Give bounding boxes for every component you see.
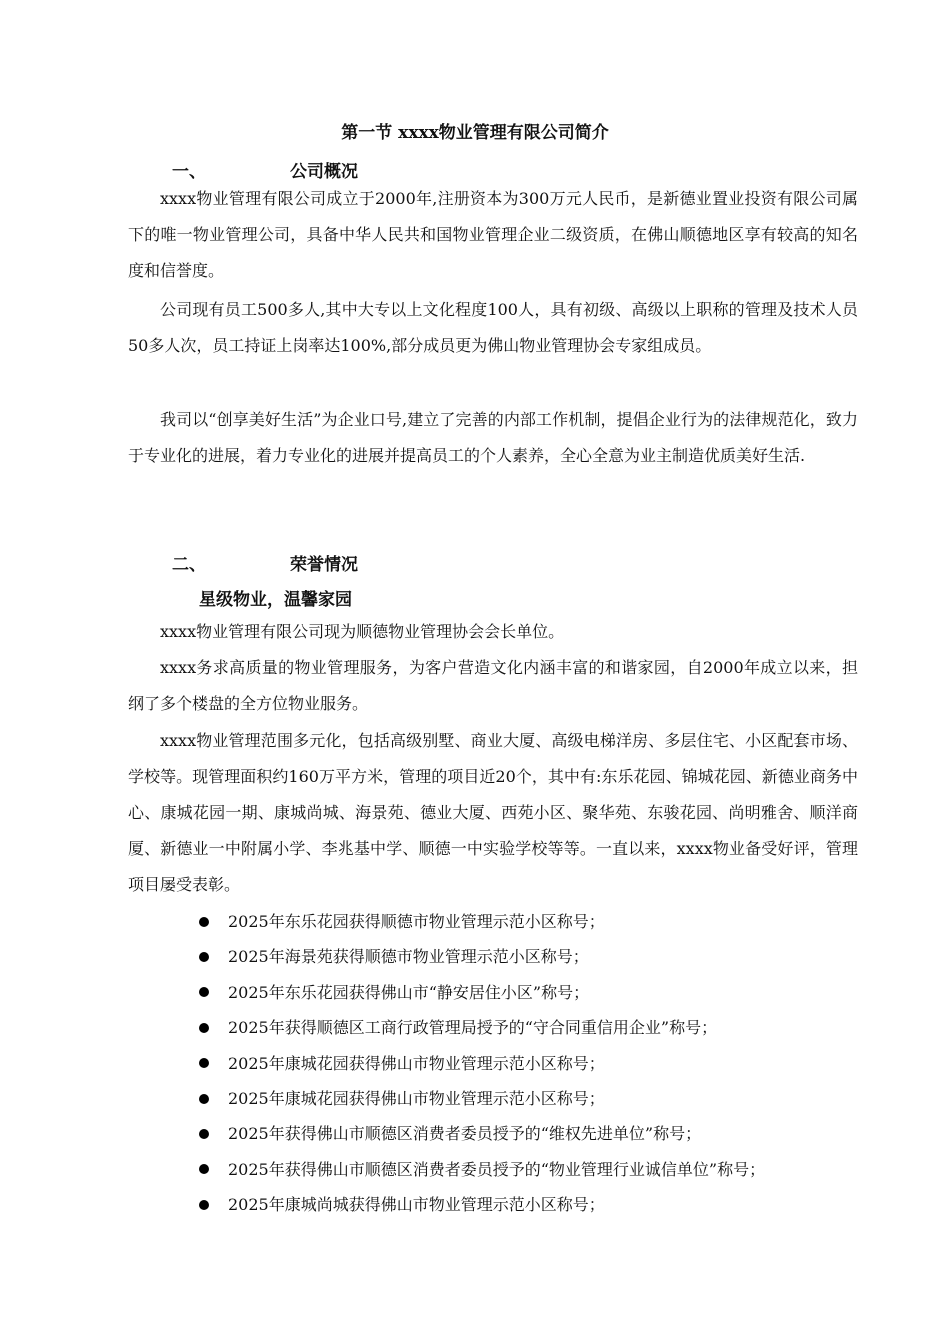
bullet-icon — [199, 1023, 209, 1033]
section-heading-honors — [172, 550, 358, 575]
paragraph: xxxx务求高质量的物业管理服务，为客户营造文化内涵丰富的和谐家园，自2000年成立以来，担纲了多个楼盘的全方位物业服务。 — [128, 658, 858, 713]
honors-list — [199, 904, 879, 1223]
slogan-subheading: 星级物业，温馨家园 — [199, 590, 352, 610]
bullet-icon — [199, 952, 209, 962]
bullet-icon — [199, 1129, 209, 1139]
section-number: 一、 — [172, 162, 206, 182]
bullet-icon — [199, 1164, 209, 1174]
list-item: 2025年海景苑获得顺德市物业管理示范小区称号； — [199, 939, 879, 974]
list-item: 2025年康城花园获得佛山市物业管理示范小区称号； — [199, 1046, 879, 1081]
section-title: 荣誉情况 — [290, 555, 358, 575]
paragraph: xxxx物业管理有限公司成立于2000年,注册资本为300万元人民币，是新德业置业投资有限公司属下的唯一物业管理公司，具备中华人民共和国物业管理企业二级资质，在佛山顺德地区享有较高的知名度和信誉度。 — [128, 189, 858, 280]
bullet-icon — [199, 1058, 209, 1068]
list-item: 2025年康城尚城获得佛山市物业管理示范小区称号； — [199, 1187, 879, 1222]
list-item: 2025年东乐花园获得佛山市“静安居住小区”称号； — [199, 975, 879, 1010]
section-number: 二、 — [172, 555, 206, 575]
paragraph: 我司以“创享美好生活”为企业口号,建立了完善的内部工作机制，提倡企业行为的法律规范化，致力于专业化的进展，着力专业化的进展并提高员工的个人素养，全心全意为业主制造优质美好生活. — [128, 410, 858, 465]
list-item: 2025年东乐花园获得顺德市物业管理示范小区称号； — [199, 904, 879, 939]
list-item: 2025年康城花园获得佛山市物业管理示范小区称号； — [199, 1081, 879, 1116]
paragraph: xxxx物业管理有限公司现为顺德物业管理协会会长单位。 — [160, 622, 565, 641]
section-heading-overview — [172, 157, 358, 182]
bullet-icon — [199, 987, 209, 997]
list-item: 2025年获得佛山市顺德区消费者委员授予的“物业管理行业诚信单位”称号； — [199, 1152, 879, 1187]
bullet-icon — [199, 1200, 209, 1210]
paragraph: 公司现有员工500多人,其中大专以上文化程度100人，具有初级、高级以上职称的管理及技术人员50多人次，员工持证上岗率达100%,部分成员更为佛山物业管理协会专家组成员。 — [128, 300, 858, 355]
paragraph: xxxx物业管理范围多元化，包括高级别墅、商业大厦、高级电梯洋房、多层住宅、小区配套市场、学校等。现管理面积约160万平方米，管理的项目近20个，其中有:东乐花园、锦城花园、新德业商务中心、康城花园一期、康城尚城、海景苑、德业大厦、西苑小区、聚华苑、东骏花园、尚明雅舍、顺洋商厦、新德业一中附属小学、李兆基中学、顺德一中实验学校等等。一直以来，xxxx物业备受好评，管理项目屡受表彰。 — [128, 731, 858, 894]
list-item: 2025年获得佛山市顺德区消费者委员授予的“维权先进单位”称号； — [199, 1116, 879, 1151]
section-title: 公司概况 — [290, 162, 358, 182]
page-title: 第一节 xxxx物业管理有限公司简介 — [341, 123, 609, 143]
bullet-icon — [199, 917, 209, 927]
list-item: 2025年获得顺德区工商行政管理局授予的“守合同重信用企业”称号； — [199, 1010, 879, 1045]
bullet-icon — [199, 1094, 209, 1104]
